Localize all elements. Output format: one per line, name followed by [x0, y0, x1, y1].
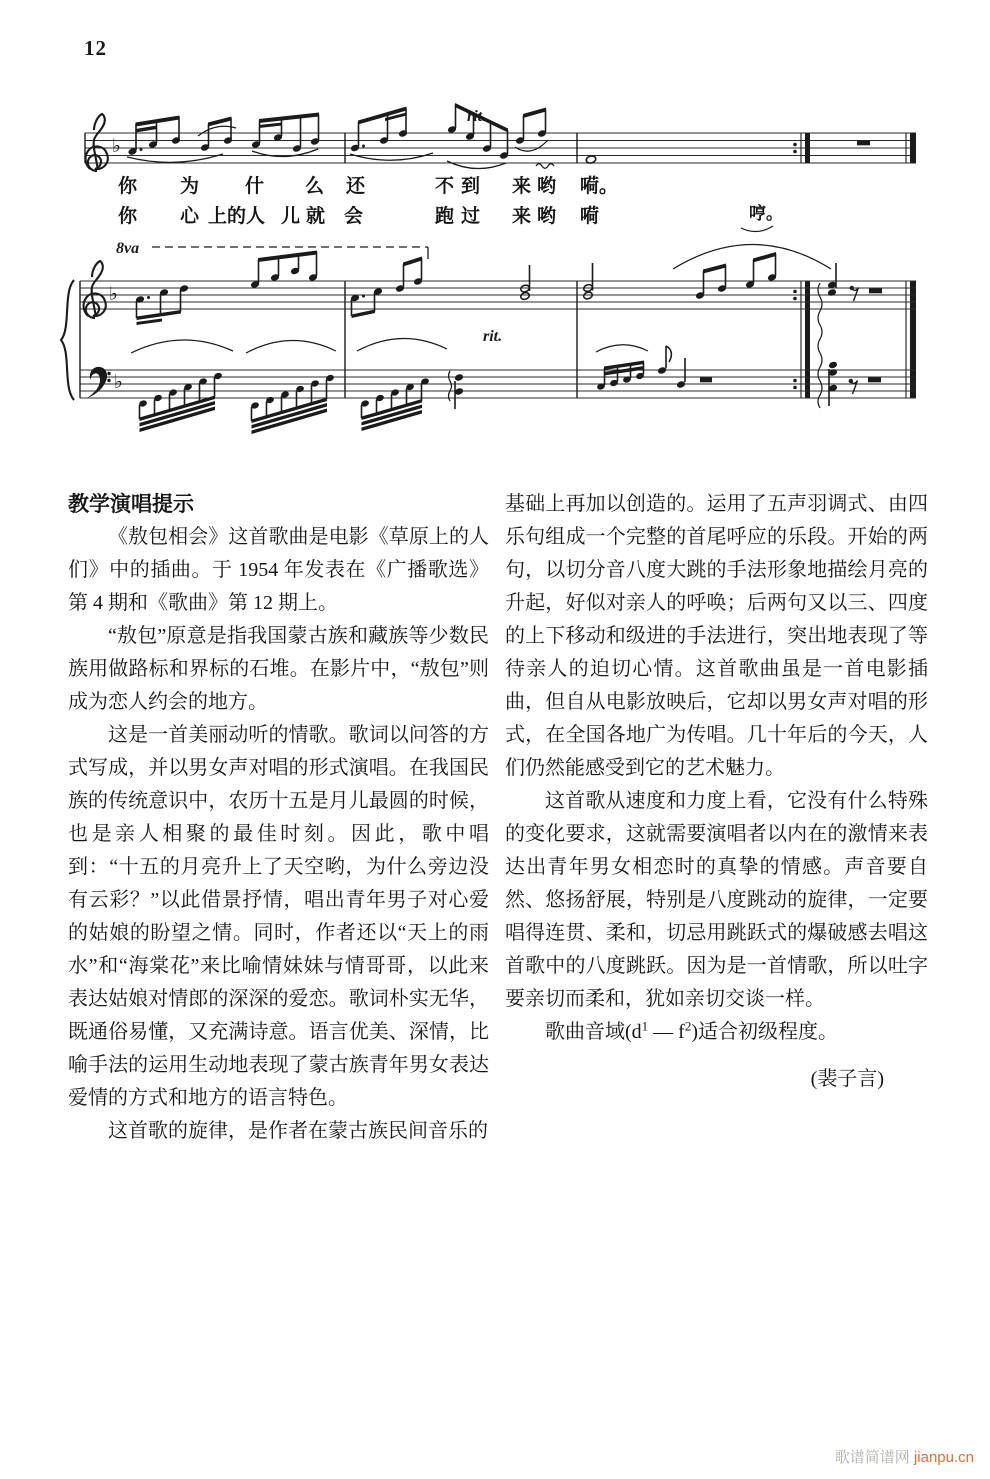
- paragraph: 这首歌的旋律，是作者在蒙古族民间音乐的: [108, 1120, 488, 1142]
- svg-text:嗬。: 嗬。: [580, 176, 619, 197]
- sheet-music: [0, 0, 990, 470]
- roll-icon: [449, 371, 452, 401]
- rit-mark-piano: rit.: [483, 328, 503, 345]
- trill-icon: [536, 164, 554, 169]
- svg-text:不: 不: [435, 176, 455, 197]
- piano-system: [61, 240, 916, 408]
- svg-text:心: 心: [180, 206, 200, 227]
- range-sup-1: 1: [641, 1018, 649, 1034]
- svg-text:来: 来: [512, 176, 532, 197]
- range-pre: 歌曲音域(d: [545, 1021, 642, 1043]
- svg-text:为: 为: [180, 176, 200, 197]
- range-post: )适合初级程度。: [691, 1021, 839, 1043]
- svg-text:就: 就: [306, 206, 326, 227]
- piano-treble-staff: [80, 245, 916, 326]
- watermark-label: 歌谱简谱网: [834, 1449, 914, 1466]
- paragraph: “敖包”原意是指我国蒙古族和藏族等少数民族用做路标和界标的石堆。在影片中，“敖包”则成为恋人约会的地方。: [68, 625, 489, 713]
- lyrics-line-2: [118, 204, 599, 227]
- flat-sign: ♭: [114, 371, 123, 393]
- brace-icon: [61, 280, 74, 400]
- whole-rest-icon: [868, 378, 881, 383]
- range-sup-2: 2: [684, 1018, 692, 1034]
- ottava-mark: 8va: [116, 240, 140, 257]
- paragraph: 《敖包相会》这首歌曲是电影《草原上的人们》中的插曲。于 1954 年发表在《广播歌选》第 4 期和《歌曲》第 12 期上。: [68, 526, 489, 614]
- flat-sign: ♭: [112, 135, 121, 157]
- whole-rest-icon: [700, 378, 712, 383]
- bass-clef-icon: [87, 367, 107, 398]
- svg-text:你: 你: [118, 176, 138, 197]
- svg-text:跑: 跑: [435, 206, 455, 227]
- article-right-column: [505, 488, 928, 1096]
- lyrics-line-1: [118, 174, 618, 197]
- piano-bass-staff: [80, 338, 916, 434]
- byline: (裴子言): [810, 1068, 884, 1090]
- article-heading: 教学演唱提示: [68, 493, 194, 516]
- vocal-range-line: [505, 1016, 928, 1049]
- watermark-site: jianpu.cn: [913, 1449, 974, 1466]
- paragraph: 这首歌从速度和力度上看，它没有什么特殊的变化要求，这就需要演唱者以内在的激情来表达出青年男女相恋时的真挚的情感。声音要自然、悠扬舒展，特别是八度跳动的旋律，一定要唱得连贯、柔和，切忌用跳跃式的爆破感去唱这首歌中的八度跳跃。因为是一首情歌，所以吐字要亲切而柔和，犹如亲切交谈一样。: [505, 790, 928, 1010]
- rit-mark-vocal: rit.: [467, 108, 487, 125]
- svg-text:哟: 哟: [537, 206, 557, 227]
- svg-text:到: 到: [461, 176, 481, 197]
- svg-text:会: 会: [344, 206, 364, 227]
- svg-text:上的人: 上的人: [208, 206, 266, 227]
- flat-sign: ♭: [109, 283, 118, 305]
- article-left-column: [68, 488, 489, 1148]
- whole-rest-icon: [857, 141, 870, 146]
- lyrics-tail: [741, 203, 783, 232]
- treble-clef-icon: [86, 114, 108, 171]
- paragraph: 这是一首美丽动听的情歌。歌词以问答的方式写成，并以男女声对唱的形式演唱。在我国民族的传统意识中，农历十五是月儿最圆的时候，也是亲人相聚的最佳时刻。因此，歌中唱到：“十五的月亮升上了天空哟，为什么旁边没有云彩？”以此借景抒情，唱出青年男子对心爱的姑娘的盼望之情。同时，作者还以“天上的雨水”和“海棠花”来比喻情妹妹与情哥哥，以此来表达姑娘对情郎的深深的爱恋。歌词朴实无华，既通俗易懂，又充满诗意。语言优美、深情，比喻手法的运用生动地表现了蒙古族青年男女表达爱情的方式和地方的语言特色。: [68, 724, 489, 1109]
- range-mid: — f: [648, 1021, 685, 1043]
- vocal-staff: [85, 103, 916, 171]
- svg-text:过: 过: [461, 206, 481, 227]
- svg-text:还: 还: [346, 176, 366, 197]
- whole-rest-icon: [869, 289, 882, 294]
- eighth-flag-icon: [666, 346, 671, 362]
- svg-text:儿: 儿: [281, 206, 301, 227]
- svg-text:嗬: 嗬: [580, 206, 600, 227]
- svg-text:你: 你: [118, 206, 138, 227]
- watermark: [835, 1446, 974, 1467]
- svg-text:么: 么: [305, 176, 325, 197]
- page-number: 12: [84, 36, 107, 60]
- svg-text:来: 来: [512, 206, 532, 227]
- paragraph: 基础上再加以创造的。运用了五声羽调式、由四乐句组成一个完整的首尾呼应的乐段。开始的两句，以切分音八度大跳的手法形象地描绘月亮的升起，好似对亲人的呼唤；后两句又以三、四度的上下移动和级进的手法进行，突出地表现了等待亲人的迫切心情。这首歌曲虽是一首电影插曲，但自从电影放映后，它却以男女声对唱的形式，在全国各地广为传唱。几十年后的今天，人们仍然能感受到它的艺术魅力。: [505, 493, 928, 779]
- svg-text:什: 什: [245, 176, 265, 197]
- eighth-rest-icon: [849, 379, 858, 394]
- svg-text:哟: 哟: [537, 176, 557, 197]
- svg-text:哼。: 哼。: [749, 204, 783, 223]
